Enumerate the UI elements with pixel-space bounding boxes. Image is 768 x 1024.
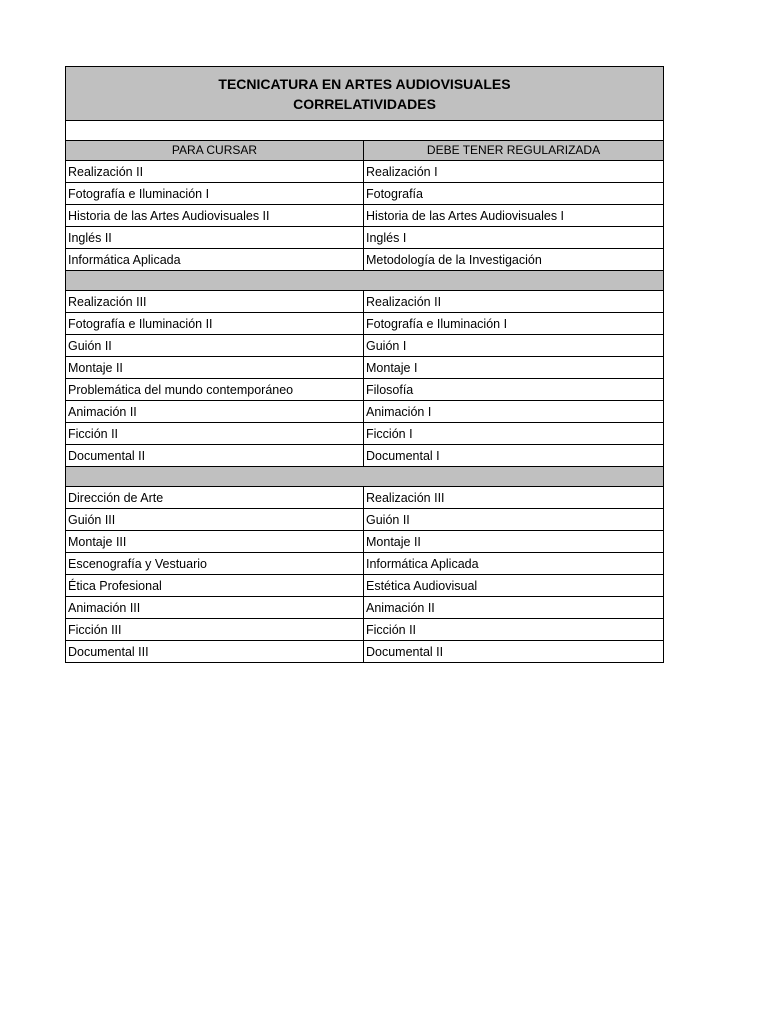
debe-tener-cell: Informática Aplicada xyxy=(364,553,664,575)
blank-row xyxy=(66,121,664,141)
para-cursar-cell: Montaje III xyxy=(66,531,364,553)
table-row xyxy=(66,401,664,423)
table-row xyxy=(66,575,664,597)
table-row xyxy=(66,227,664,249)
title-cell xyxy=(66,67,664,121)
debe-tener-cell: Animación I xyxy=(364,401,664,423)
debe-tener-cell: Filosofía xyxy=(364,379,664,401)
para-cursar-cell: Ética Profesional xyxy=(66,575,364,597)
debe-tener-cell: Realización I xyxy=(364,161,664,183)
table-row xyxy=(66,313,664,335)
title-row xyxy=(66,67,664,121)
debe-tener-cell: Ficción II xyxy=(364,619,664,641)
table-row xyxy=(66,553,664,575)
debe-tener-cell: Fotografía xyxy=(364,183,664,205)
table-row xyxy=(66,619,664,641)
table-row xyxy=(66,597,664,619)
debe-tener-cell: Estética Audiovisual xyxy=(364,575,664,597)
para-cursar-cell: Inglés II xyxy=(66,227,364,249)
para-cursar-cell: Fotografía e Iluminación II xyxy=(66,313,364,335)
table-row xyxy=(66,641,664,663)
separator-cell xyxy=(66,467,664,487)
para-cursar-cell: Ficción III xyxy=(66,619,364,641)
para-cursar-cell: Animación II xyxy=(66,401,364,423)
debe-tener-cell: Realización II xyxy=(364,291,664,313)
document-subtitle: CORRELATIVIDADES xyxy=(293,95,436,112)
para-cursar-cell: Realización III xyxy=(66,291,364,313)
debe-tener-cell: Realización III xyxy=(364,487,664,509)
table-row xyxy=(66,249,664,271)
para-cursar-cell: Dirección de Arte xyxy=(66,487,364,509)
table-row xyxy=(66,183,664,205)
debe-tener-cell: Montaje II xyxy=(364,531,664,553)
header-para-cursar: PARA CURSAR xyxy=(66,141,364,161)
header-debe-tener: DEBE TENER REGULARIZADA xyxy=(364,141,664,161)
table-row xyxy=(66,487,664,509)
separator-cell xyxy=(66,271,664,291)
table-row xyxy=(66,379,664,401)
para-cursar-cell: Guión III xyxy=(66,509,364,531)
para-cursar-cell: Problemática del mundo contemporáneo xyxy=(66,379,364,401)
column-header-row xyxy=(66,141,664,161)
table-row xyxy=(66,161,664,183)
debe-tener-cell: Documental I xyxy=(364,445,664,467)
blank-cell xyxy=(66,121,664,141)
para-cursar-cell: Guión II xyxy=(66,335,364,357)
debe-tener-cell: Fotografía e Iluminación I xyxy=(364,313,664,335)
table-row xyxy=(66,423,664,445)
table-row xyxy=(66,335,664,357)
table-row xyxy=(66,205,664,227)
document-title: TECNICATURA EN ARTES AUDIOVISUALES xyxy=(218,75,511,92)
debe-tener-cell: Animación II xyxy=(364,597,664,619)
debe-tener-cell: Documental II xyxy=(364,641,664,663)
para-cursar-cell: Fotografía e Iluminación I xyxy=(66,183,364,205)
correlatividades-sheet xyxy=(65,66,663,663)
debe-tener-cell: Historia de las Artes Audiovisuales I xyxy=(364,205,664,227)
para-cursar-cell: Realización II xyxy=(66,161,364,183)
debe-tener-cell: Montaje I xyxy=(364,357,664,379)
para-cursar-cell: Documental III xyxy=(66,641,364,663)
debe-tener-cell: Ficción I xyxy=(364,423,664,445)
para-cursar-cell: Informática Aplicada xyxy=(66,249,364,271)
debe-tener-cell: Metodología de la Investigación xyxy=(364,249,664,271)
debe-tener-cell: Guión II xyxy=(364,509,664,531)
table-row xyxy=(66,531,664,553)
para-cursar-cell: Ficción II xyxy=(66,423,364,445)
para-cursar-cell: Montaje II xyxy=(66,357,364,379)
para-cursar-cell: Animación III xyxy=(66,597,364,619)
para-cursar-cell: Documental II xyxy=(66,445,364,467)
para-cursar-cell: Escenografía y Vestuario xyxy=(66,553,364,575)
debe-tener-cell: Inglés I xyxy=(364,227,664,249)
correlatividades-table xyxy=(65,66,664,663)
block-separator-row xyxy=(66,271,664,291)
table-body xyxy=(66,67,664,663)
table-row xyxy=(66,445,664,467)
table-row xyxy=(66,291,664,313)
para-cursar-cell: Historia de las Artes Audiovisuales II xyxy=(66,205,364,227)
block-separator-row xyxy=(66,467,664,487)
table-row xyxy=(66,357,664,379)
debe-tener-cell: Guión I xyxy=(364,335,664,357)
table-row xyxy=(66,509,664,531)
